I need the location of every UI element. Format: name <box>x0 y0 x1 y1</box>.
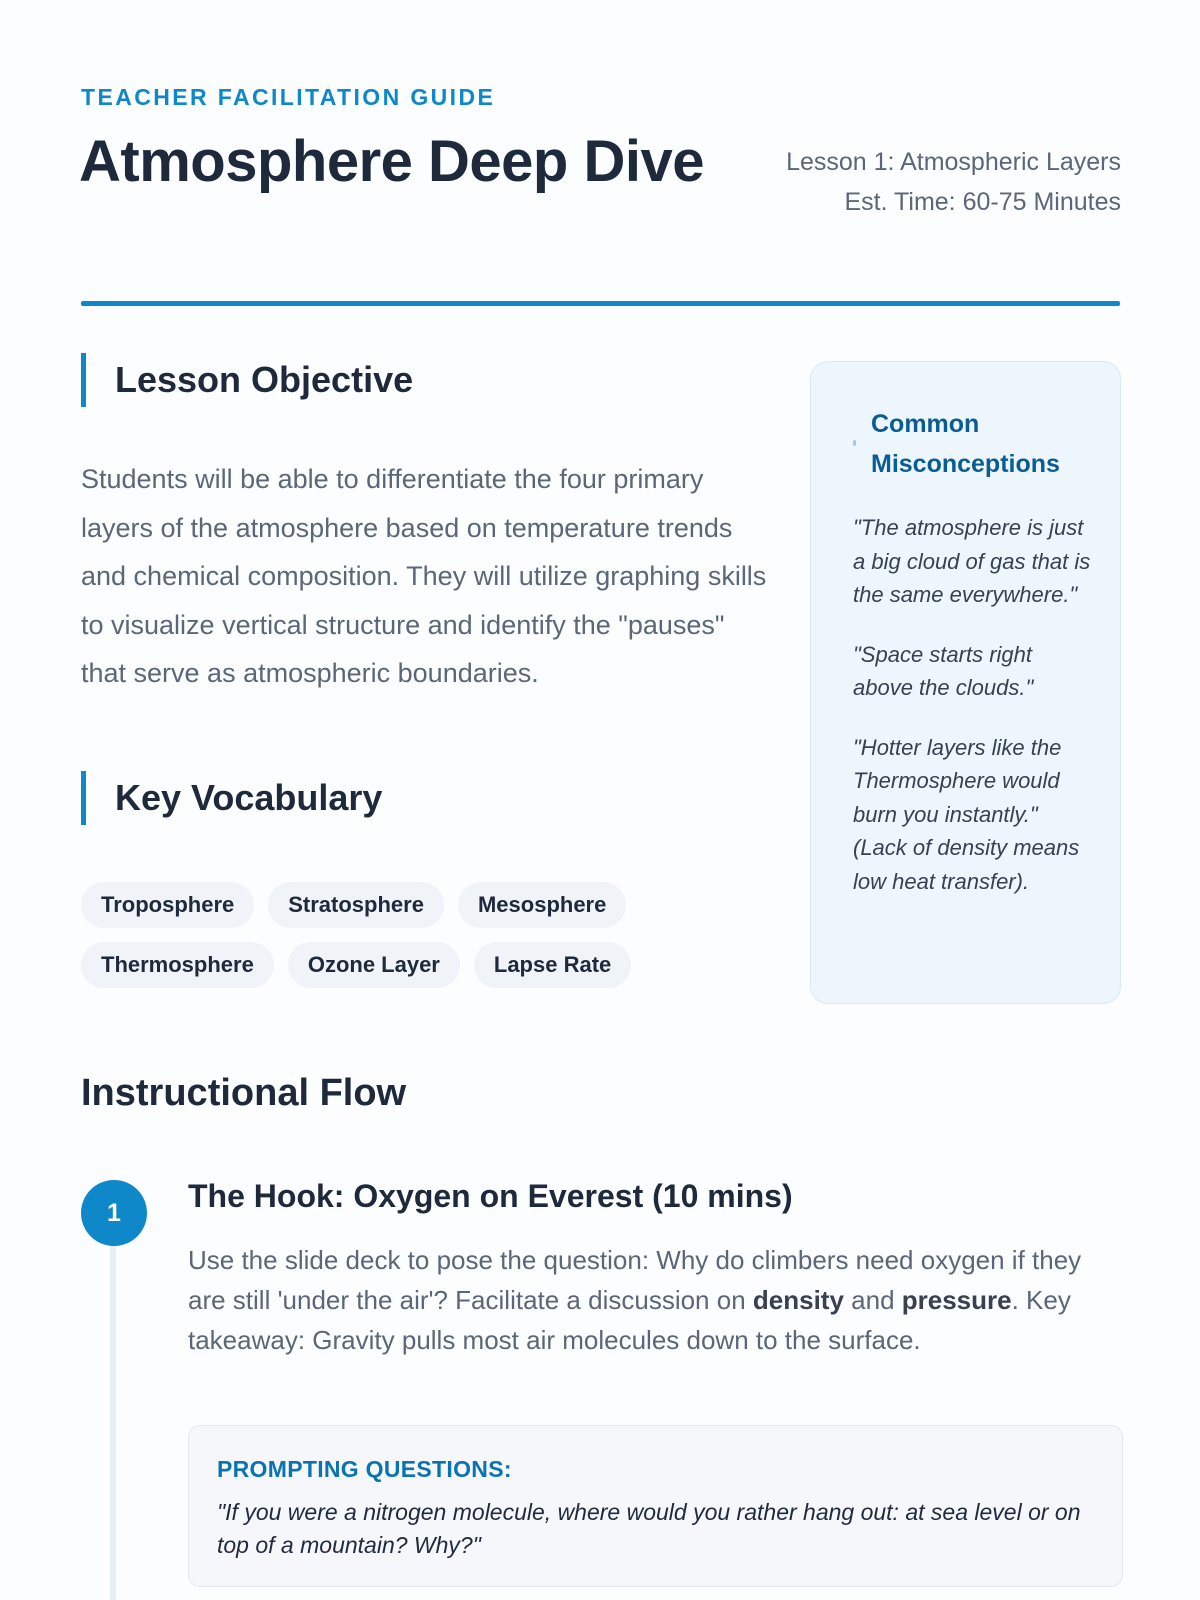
term-density: density <box>752 1285 844 1315</box>
vocab-chip: Mesosphere <box>458 882 626 928</box>
vocab-chip: Stratosphere <box>268 882 444 928</box>
guide-eyebrow: TEACHER FACILITATION GUIDE <box>81 84 496 110</box>
objective-heading: Lesson Objective <box>81 353 413 407</box>
prompting-question: "If you were a nitrogen molecule, where would you rather hang out: at sea level or on top of a mountain? Why?" <box>217 1499 1081 1558</box>
misconceptions-title: Common Misconceptions <box>871 410 1060 478</box>
prompting-questions-box <box>188 1425 1123 1587</box>
vocabulary-chips <box>81 882 721 1002</box>
instructional-flow-heading: Instructional Flow <box>81 1072 407 1114</box>
misconception-item: "The atmosphere is just a big cloud of gas that is the same everywhere." <box>853 515 1091 607</box>
header-divider <box>81 301 1120 306</box>
misconceptions-list <box>853 511 1093 924</box>
vocab-chip: Thermosphere <box>81 942 274 988</box>
objective-text: Students will be able to differentiate the four primary layers of the atmosphere based on temperature trends and chemical composition. They will utilize graphing skills to visualize vertical structure and identify the "pauses" that serve as atmospheric boundaries. <box>81 464 767 688</box>
page-title: Atmosphere Deep Dive <box>79 129 704 194</box>
estimated-time: Est. Time: 60-75 Minutes <box>844 188 1121 216</box>
vocab-chip: Ozone Layer <box>288 942 460 988</box>
vocab-chip: Troposphere <box>81 882 254 928</box>
lesson-name: Lesson 1: Atmospheric Layers <box>786 148 1121 176</box>
term-pressure: pressure <box>901 1285 1012 1315</box>
timeline-line <box>110 1220 116 1600</box>
bullet-icon <box>853 440 856 446</box>
misconception-item: "Space starts right above the clouds." <box>853 641 1034 700</box>
vocabulary-heading: Key Vocabulary <box>81 771 382 825</box>
prompting-questions-label: PROMPTING QUESTIONS: <box>217 1456 512 1482</box>
step-description: Use the slide deck to pose the question: Why do climbers need oxygen if they are still 'under the air'? Facilitate a discussion on density and pressure. Key takeaway: Gravity pulls most air molecules down to the surface. <box>188 1245 1082 1355</box>
vocab-chip: Lapse Rate <box>474 942 631 988</box>
step-number-badge: 1 <box>81 1180 147 1246</box>
misconceptions-card <box>810 361 1121 1004</box>
step-title: The Hook: Oxygen on Everest (10 mins) <box>188 1178 793 1214</box>
lesson-meta <box>781 142 1121 222</box>
misconception-item: "Hotter layers like the Thermosphere would burn you instantly." (Lack of density means low heat transfer). <box>853 734 1080 894</box>
